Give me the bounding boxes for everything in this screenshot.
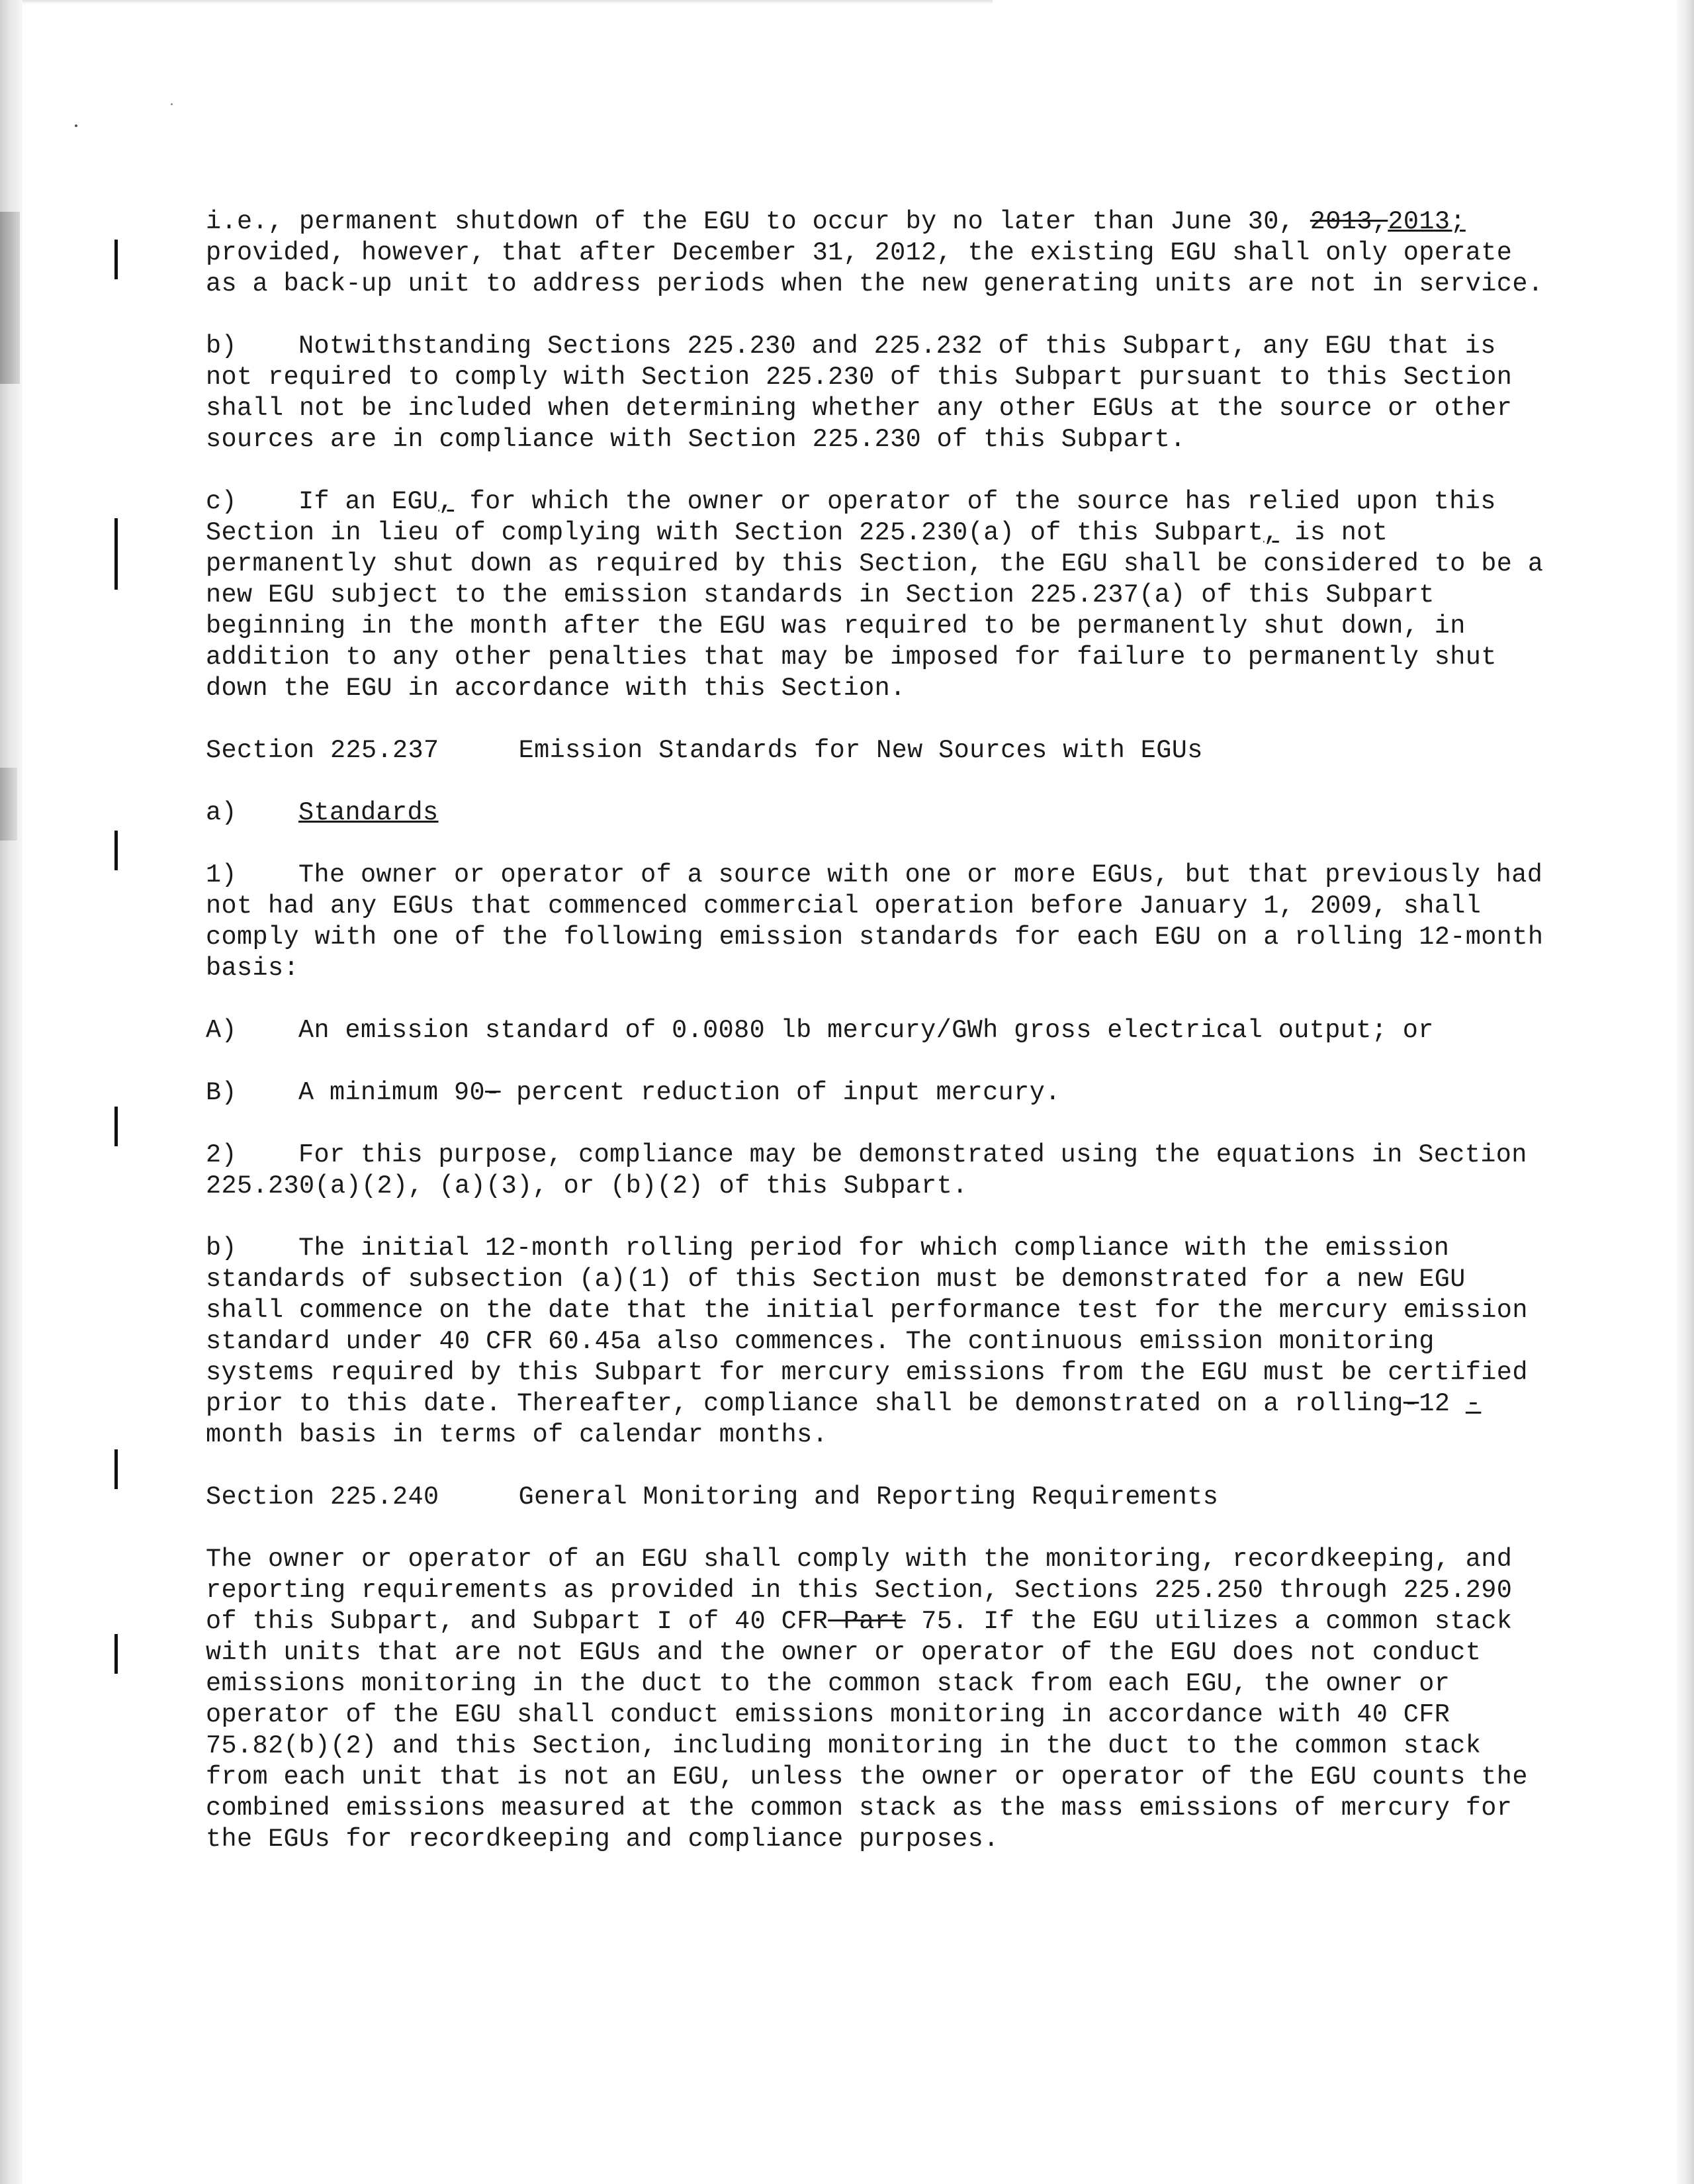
inserted-text: 2013; [1388, 207, 1466, 236]
scan-edge-right [1677, 0, 1694, 2184]
paragraph-label: c) [206, 487, 238, 516]
paragraph-text: percent reduction of input mercury. [500, 1078, 1061, 1107]
paragraph-text: A minimum 90 [298, 1078, 486, 1107]
section-heading-225-240 [206, 1482, 1549, 1513]
section-heading-225-237 [206, 735, 1549, 766]
struck-text: - [1403, 1389, 1419, 1418]
paragraph-text: i.e., permanent shutdown of the EGU to occur by no later than June 30, [206, 207, 1310, 236]
paragraph-text: 75. If the EGU utilizes a common stack with units that are not EGUs and the owner or operator of the EGU does not conduct emissions monitoring in the duct to the common stack from each EGU, the owner or operator of the EGU shall conduct emissions monitoring in accordance with 40 CFR 75.82(b)(2) and this Section, including monitoring in the duct to the common stack from each unit that is not an EGU, unless the owner or operator of the EGU counts the combined emissions measured at the common stack as the mass emissions of mercury for the EGUs for recordkeeping and compliance purposes. [206, 1607, 1528, 1854]
paragraph-text: An emission standard of 0.0080 lb mercury/GWh gross electrical output; or [298, 1016, 1434, 1045]
struck-text: - [485, 1078, 501, 1107]
paragraph-1 [206, 860, 1549, 984]
inserted-text: , [1263, 518, 1279, 547]
paragraph-text: If an EGU [298, 487, 439, 516]
paragraph-label: B) [206, 1078, 238, 1107]
section-title: Emission Standards for New Sources with EGUs [518, 736, 1203, 765]
paragraph-text: provided, however, that after December 31, 2012, the existing EGU shall only operate as a back-up unit to address periods when the new generating units are not in service. [206, 238, 1544, 298]
paragraph-text: The owner or operator of a source with one or more EGUs, but that previously had not had any EGUs that commenced commercial operation before January 1, 2009, shall comply with one of the following emission standards for each EGU on a rolling 12-month basis: [206, 860, 1544, 983]
paragraph-label: b) [206, 332, 238, 361]
paragraph-label: 1) [206, 860, 238, 889]
paragraph-B [206, 1077, 1549, 1109]
scan-edge-top [0, 0, 993, 4]
paragraph-text: The initial 12-month rolling period for which compliance with the emission standards of subsection (a)(1) of this Section must be demonstrated for a new EGU shall commence on the date that the initial performance test for the mercury emission standard under 40 CFR 60.45a also commences. The continuous emission monitoring systems required by this Subpart for mercury emissions from the EGU must be certified prior to this date. Thereafter, compliance shall be demonstrated on a rolling [206, 1234, 1528, 1418]
paragraph-label: A) [206, 1016, 238, 1045]
change-bar [114, 831, 118, 870]
paragraph-text: Notwithstanding Sections 225.230 and 225.232 of this Subpart, any EGU that is not required to comply with Section 225.230 of this Subpart pursuant to this Section shall not be included when determining whether any other EGUs at the source or other sources are in compliance with Section 225.230 of this Subpart. [206, 332, 1513, 454]
scan-edge-left-shadow-2 [0, 768, 17, 841]
document-body [206, 206, 1549, 1886]
inserted-text: , [438, 487, 455, 516]
paragraph-text: for which the owner or operator of the source has relied upon this Section in lieu of complying with Section 225.230(a) of this Subpart [206, 487, 1496, 547]
paragraph-monitoring [206, 1544, 1549, 1855]
struck-text: Part [828, 1607, 906, 1636]
paragraph-c [206, 486, 1549, 704]
paragraph-shutdown-date [206, 206, 1549, 300]
struck-text: 2013, [1310, 207, 1388, 236]
section-title: General Monitoring and Reporting Requirements [518, 1482, 1219, 1512]
change-bar [114, 518, 118, 590]
change-bar [114, 240, 118, 279]
paragraph-label: 2) [206, 1140, 238, 1169]
paragraph-text: 12 [1419, 1389, 1466, 1418]
paragraph-b-initial-period [206, 1233, 1549, 1451]
scan-speck [171, 103, 173, 105]
paragraph-a-standards [206, 797, 1549, 829]
inserted-text: - [1465, 1389, 1482, 1418]
paragraph-text: For this purpose, compliance may be demonstrated using the equations in Section 225.230(a)(2), (a)(3), or (b)(2) of this Subpart. [206, 1140, 1527, 1201]
paragraph-2 [206, 1140, 1549, 1202]
paragraph-label: a) [206, 798, 238, 827]
change-bar [114, 1449, 118, 1489]
paragraph-A [206, 1015, 1549, 1046]
section-number: Section 225.240 [206, 1482, 439, 1512]
scan-edge-left-shadow [0, 212, 20, 384]
paragraph-text: is not permanently shut down as required by this Section, the EGU shall be considered to be a new EGU subject to the emission standards in Section 225.237(a) of this Subpart beginning in the month after the EGU was required to be permanently shut down, in addition to any other penalties that may be imposed for failure to permanently shut down the EGU in accordance with this Section. [206, 518, 1544, 703]
paragraph-label: b) [206, 1234, 238, 1263]
change-bar [114, 1634, 118, 1674]
section-number: Section 225.237 [206, 736, 439, 765]
paragraph-b [206, 331, 1549, 455]
subsection-title: Standards [298, 798, 439, 827]
paragraph-text: The owner or operator of an EGU shall comply with the monitoring, recordkeeping, and reporting requirements as provided in this Section, Sections 225.250 through 225.290 of this Subpart, and Subpart I of 40 CFR [206, 1545, 1513, 1636]
change-bar [114, 1107, 118, 1146]
paragraph-text: month basis in terms of calendar months. [206, 1420, 828, 1449]
scan-speck [75, 124, 77, 127]
